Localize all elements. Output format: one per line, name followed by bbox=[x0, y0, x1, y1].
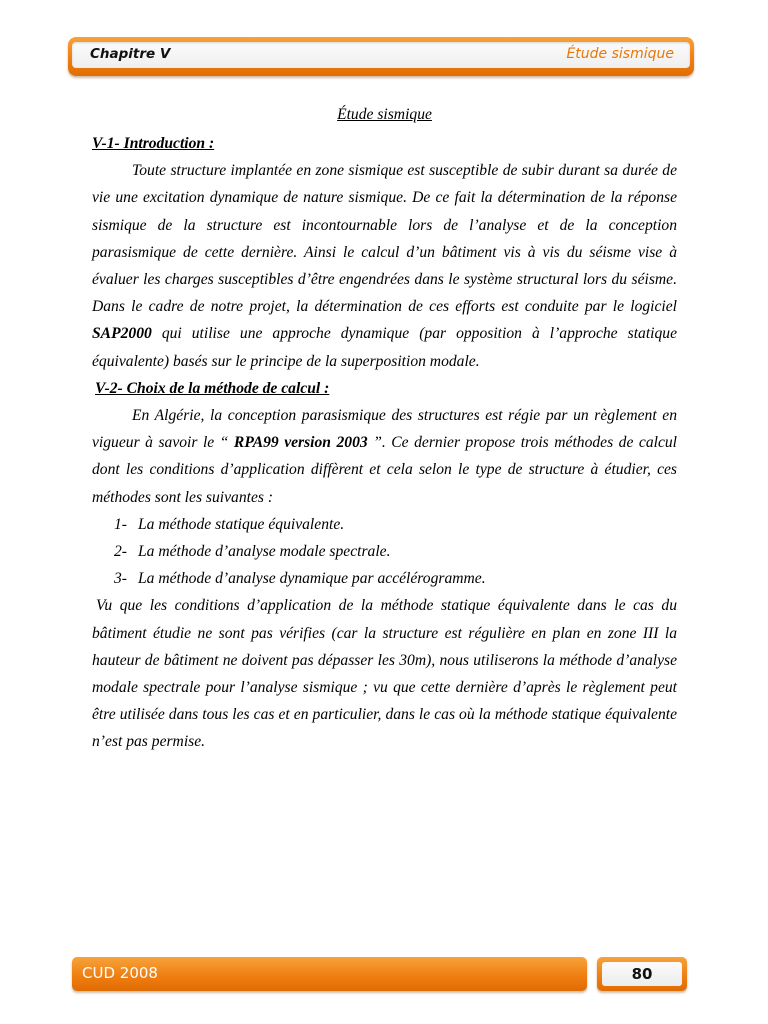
list-item-text: La méthode d’analyse modale spectrale. bbox=[138, 543, 391, 561]
section-2-heading-text: V-2- Choix de la méthode de calcul : bbox=[95, 379, 330, 397]
section-1-heading bbox=[92, 130, 677, 157]
section-1-heading-text: V-1- Introduction : bbox=[92, 135, 215, 152]
page-header bbox=[68, 37, 694, 76]
section-2-conclusion: Vu que les conditions d’application de la méthode statique équivalente dans le cas du bâtiment étudie ne sont pas vérifies (car la structure est régulière en plan en zone III la hauteur de bâtiment ne doivent pas dépasser les 30m), nous utiliserons la méthode d’analyse modale spectrale pour l’analyse sismique ; vu que cette dernière d’après le règlement peut être utilisée dans tous les cas et en particulier, dans le cas où la méthode statique équivalente n’est pas permise. bbox=[92, 597, 677, 751]
list-item-text: La méthode statique équivalente. bbox=[138, 515, 345, 533]
footer-label: CUD 2008 bbox=[82, 964, 158, 982]
s2-text-a: En Algérie, la conception parasismique des structures est régie par un règlement en vigueur à savoir le “ bbox=[92, 407, 677, 452]
section-label: Étude sismique bbox=[566, 46, 674, 62]
document-title: Étude sismique bbox=[337, 106, 432, 123]
chapter-label: Chapitre V bbox=[90, 46, 171, 62]
header-panel bbox=[72, 42, 690, 68]
software-name: SAP2000 bbox=[92, 325, 152, 343]
s1-text-a: Toute structure implantée en zone sismique est susceptible de subir durant sa durée de vie une excitation dynamique de nature sismique. De ce fait la détermination de la réponse sismique de la structure est incontournable lors de l’analyse et de la conception parasismique de cette dernière. Ainsi le calcul d’un bâtiment vis à vis du séisme vise à évaluer les charges susceptibles d’être engendrées dans le système structural lors du séisme. Dans le cadre de notre projet, la détermination de ces efforts est conduite par le logiciel bbox=[92, 162, 677, 316]
section-2-paragraph bbox=[92, 402, 677, 511]
list-item-number: 3- bbox=[114, 570, 127, 588]
regulation-name: RPA99 version 2003 bbox=[233, 434, 368, 452]
list-item-number: 2- bbox=[114, 543, 127, 561]
list-item-text: La méthode d’analyse dynamique par accélérogramme. bbox=[138, 570, 486, 588]
list-item bbox=[92, 511, 677, 538]
s2-text-b: ”. Ce dernier propose trois méthodes de calcul dont les conditions d’application diffèrent et cela selon le type de structure à étudier, ces méthodes sont les suivantes : bbox=[92, 434, 677, 506]
list-item bbox=[92, 565, 677, 592]
footer-bar bbox=[72, 957, 587, 991]
section-2-heading bbox=[92, 375, 677, 402]
methods-list bbox=[92, 511, 677, 593]
section-1-paragraph bbox=[92, 157, 677, 375]
page-number: 80 bbox=[631, 965, 653, 983]
list-item bbox=[92, 538, 677, 565]
page-number-box bbox=[597, 957, 687, 991]
list-item-number: 1- bbox=[114, 515, 127, 533]
s1-text-b: qui utilise une approche dynamique (par opposition à l’approche statique équivalente) basés sur le principe de la superposition modale. bbox=[92, 325, 677, 370]
page-body bbox=[92, 100, 677, 756]
page-number-panel bbox=[602, 962, 682, 986]
